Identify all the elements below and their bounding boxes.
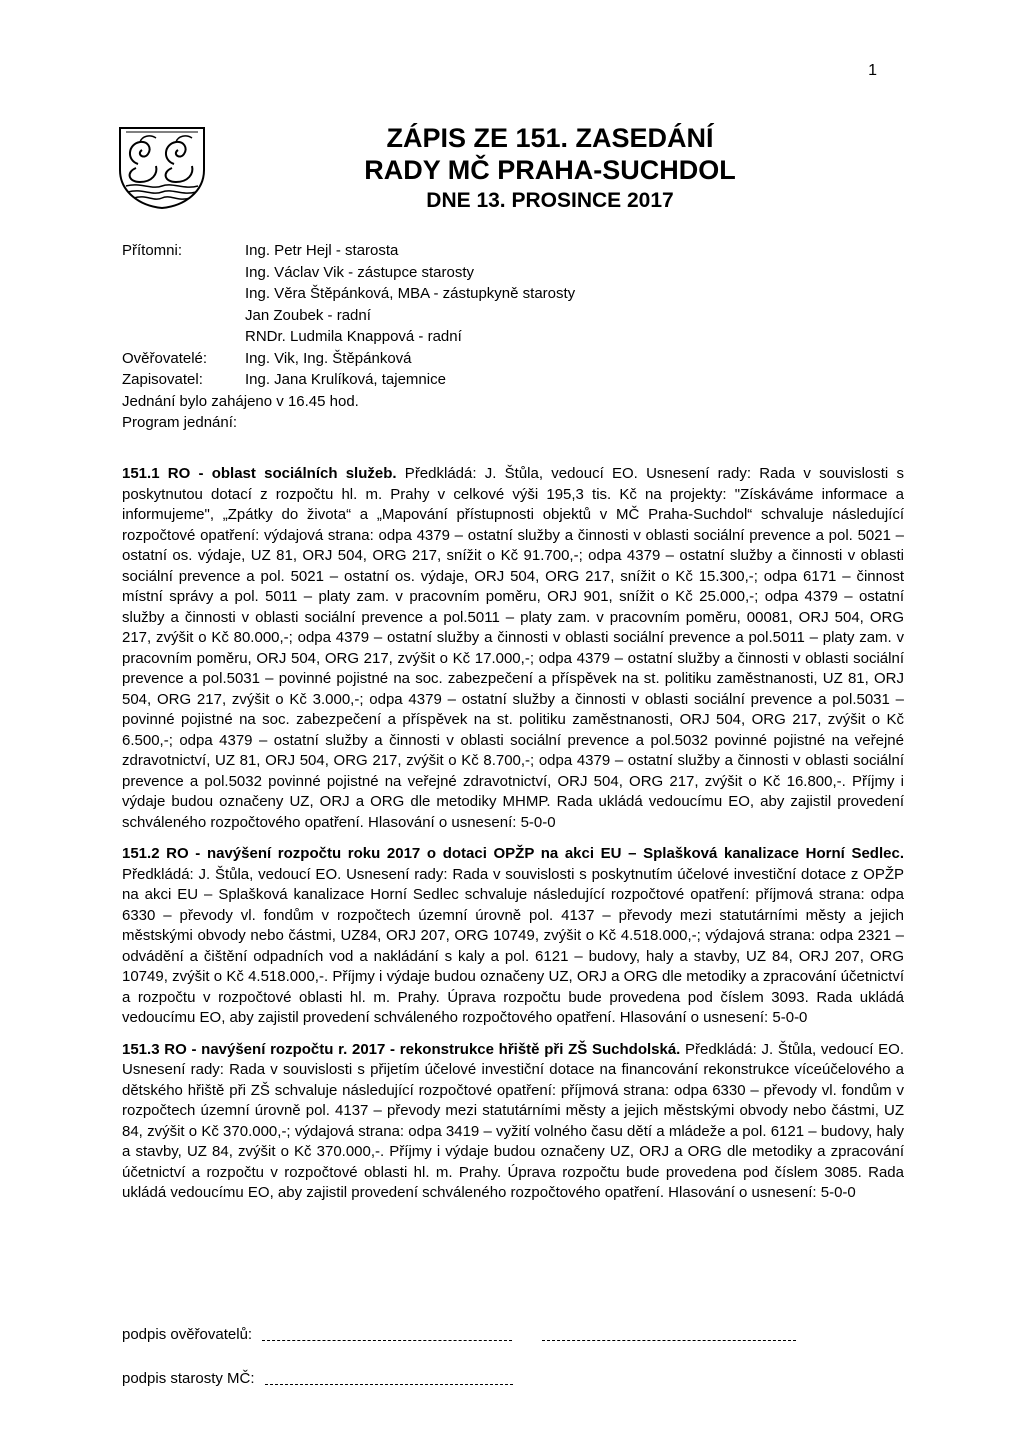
resolution-heading: 151.2 RO - navýšení rozpočtu roku 2017 o dotaci OPŽP na akci EU – Splašková kanalizace Horní Sedlec. xyxy=(122,845,904,862)
verifiers-signature-label: podpis ověřovatelů: xyxy=(122,1326,253,1343)
resolution-item xyxy=(122,1040,904,1204)
present-member: Ing. Václav Vik - zástupce starosty xyxy=(245,263,474,281)
present-member: Jan Zoubek - radní xyxy=(245,306,371,324)
resolution-text: Předkládá: J. Štůla, vedoucí EO. Usnesení rady: Rada v souvislosti s poskytnutím účelové investiční dotace z OPŽP na akci EU – Splašková kanalizace Horní Sedlec schvaluje následující rozpočtové opatření: příjmová strana: odpa 6330 – převody vl. fondům v rozpočtech územní úrovně pol. 4137 – převody mezi statutárními městy a jejich městskými obvody nebo částmi, UZ84, ORJ 207, ORG 10749, zvýšit o Kč 4.518.000,-; výdajová strana: odpa 2321 – odvádění a čištění odpadních vod a nakládání s kaly a pol. 6121 – budovy, haly a stavby, UZ 84, ORJ 207, ORG 10749, zvýšit o Kč 4.518.000,-. Příjmy i výdaje budou označeny UZ, ORJ a ORG dle metodiky a zpracování účetnictví a rozpočtu v rozpočtové oblasti hl. m. Prahy. Úprava rozpočtu bude provedena pod číslem 3093. Rada ukládá vedoucímu EO, aby zajistil provedení schváleného rozpočtového opatření. Hlasování o usnesení: 5-0-0 xyxy=(122,865,904,1026)
verifiers-signature-line xyxy=(122,1326,796,1343)
resolution-item xyxy=(122,844,904,1029)
resolution-item xyxy=(122,464,904,833)
attendance-block xyxy=(122,240,912,434)
verifiers-value: Ing. Vik, Ing. Štěpánková xyxy=(245,349,412,367)
present-member: Ing. Petr Hejl - starosta xyxy=(245,242,399,259)
document-title xyxy=(300,122,800,216)
resolution-text: Předkládá: J. Štůla, vedoucí EO. Usnesení rady: Rada v souvislosti s přijetím účelové investiční dotace na financování rekonstrukce víceúčelového a dětského hřiště při ZŠ schvaluje následující rozpočtové opatření: příjmová strana: odpa 6330 – převody vl. fondům v rozpočtech územní úrovně pol. 4137 – převody mezi statutárními městy a jejich městskými obvody nebo částmi, UZ 84, zvýšit o Kč 370.000,-; výdajová strana: odpa 3419 – vyžití volného času dětí a mládeže a pol. 6121 – budovy, haly a stavby, UZ 84, zvýšit o Kč 370.000,-. Příjmy i výdaje budou označeny UZ, ORJ a ORG dle metodiky a zpracování účetnictví a rozpočtu v rozpočtové oblasti hl. m. Prahy. Úprava rozpočtu bude provedena pod číslem 3085. Rada ukládá vedoucímu EO, aby zajistil provedení schváleného rozpočtového opatření. Hlasování o usnesení: 5-0-0 xyxy=(122,1040,904,1201)
signature-dash-line xyxy=(262,1330,512,1341)
signature-dash-line xyxy=(265,1374,513,1385)
resolution-heading: 151.1 RO - oblast sociálních služeb. xyxy=(122,465,397,482)
present-member: Ing. Věra Štěpánková, MBA - zástupkyně starosty xyxy=(245,285,576,302)
title-line-2: RADY MČ PRAHA-SUCHDOL xyxy=(364,155,736,185)
title-date: DNE 13. PROSINCE 2017 xyxy=(426,189,674,212)
meeting-start: Jednání bylo zahájeno v 16.45 hod. xyxy=(122,392,359,410)
resolutions xyxy=(122,464,904,1215)
page-number: 1 xyxy=(868,62,877,79)
resolution-heading: 151.3 RO - navýšení rozpočtu r. 2017 - rekonstrukce hřiště při ZŠ Suchdolská. xyxy=(122,1040,681,1058)
mayor-signature-label: podpis starosty MČ: xyxy=(122,1370,255,1387)
verifiers-label: Ověřovatelé: xyxy=(122,349,208,367)
present-label: Přítomni: xyxy=(122,242,183,259)
recorder-label: Zapisovatel: xyxy=(122,371,203,388)
recorder-value: Ing. Jana Krulíková, tajemnice xyxy=(245,371,446,388)
title-line-1: ZÁPIS ZE 151. ZASEDÁNÍ xyxy=(386,123,714,153)
municipal-crest-icon xyxy=(116,124,208,210)
resolution-text: Předkládá: J. Štůla, vedoucí EO. Usnesení rady: Rada v souvislosti s poskytnutou dotací z rozpočtu hl. m. Prahy v celkové výši 195,3 tis. Kč na projekty: "Získáváme informace a informujeme", „Zpátky do života“ a „Mapování přístupnosti objektů v MČ Praha-Suchdol“ schvaluje následující rozpočtové opatření: výdajová strana: odpa 4379 – ostatní služby a činnosti v oblasti sociální prevence a pol. 5021 – ostatní os. výdaje, UZ 81, ORJ 504, ORG 217, snížit o Kč 91.700,-; odpa 4379 – ostatní služby a činnosti v oblasti sociální prevence a pol. 5021 – ostatní os. výdaje, ORJ 504, ORG 217, snížit o Kč 15.300,-; odpa 6171 – činnost místní správy a pol. 5011 – platy zam. v pracovním poměru, ORJ 901, snížit o Kč 25.000,-; odpa 4379 – ostatní služby a činnosti v oblasti sociální prevence a pol.5011 – platy zam. v pracovním poměru, 00081, ORJ 504, ORG 217, zvýšit o Kč 80.000,-; odpa 4379 – ostatní služby a činnosti v oblasti sociální prevence a pol.5011 – platy zam. v pracovním poměru, ORJ 504, ORG 217, zvýšit o Kč 17.000,-; odpa 4379 – ostatní služby a činnosti v oblasti sociální prevence a pol.5031 – povinné pojistné na soc. zabezpečení a příspěvek na st. politiku zaměstnanosti, UZ 81, ORJ 504, ORG 217, zvýšit o Kč 3.000,-; odpa 4379 – ostatní služby a činnosti v oblasti sociální prevence a pol.5031 – povinné pojistné na soc. zabezpečení a příspěvek na st. politiku zaměstnanosti, ORJ 504, ORG 217, zvýšit o Kč 6.500,-; odpa 4379 – ostatní služby a činnosti v oblasti sociální prevence a pol.5032 povinné pojistné na veřejné zdravotnictví, UZ 81, ORJ 504, ORG 217, zvýšit o Kč 8.700,-; odpa 4379 – ostatní služby a činnosti v oblasti sociální prevence a pol.5032 povinné pojistné na veřejné zdravotnictví, ORJ 504, ORG 217, zvýšit o Kč 16.800,-. Příjmy i výdaje budou označeny UZ, ORJ a ORG dle metodiky MHMP. Rada ukládá vedoucímu EO, aby zajistil provedení schváleného rozpočtového opatření. Hlasování o usnesení: 5-0-0 xyxy=(122,465,904,831)
signature-dash-line xyxy=(542,1330,796,1341)
program-label: Program jednání: xyxy=(122,414,238,431)
mayor-signature-line xyxy=(122,1370,513,1387)
present-member: RNDr. Ludmila Knappová - radní xyxy=(245,328,462,345)
